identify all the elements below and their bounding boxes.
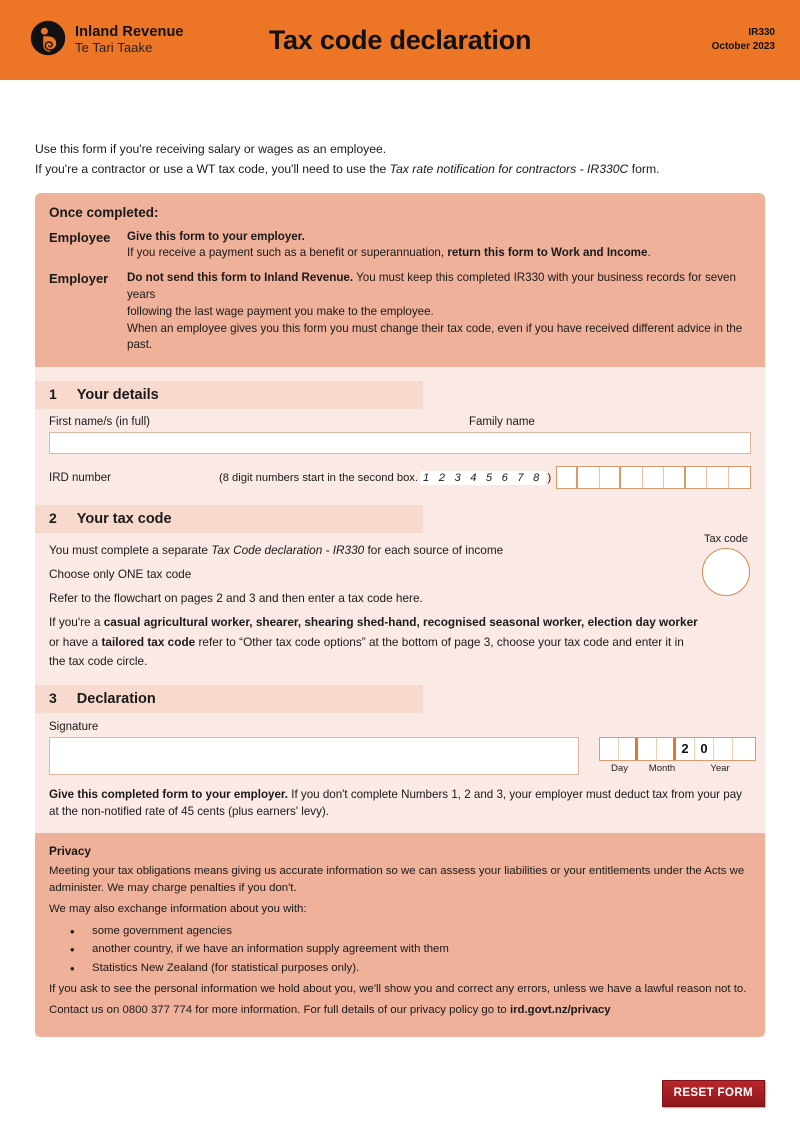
tax-code-line-1-form: Tax Code declaration - IR330 bbox=[211, 543, 365, 558]
form-date: October 2023 bbox=[711, 41, 775, 52]
employer-line-1-bold: Do not send this form to Inland Revenue. bbox=[127, 271, 354, 285]
tax-code-worker-types: casual agricultural worker, shearer, shearing shed-hand, recognised seasonal worker, election day worker bbox=[103, 615, 698, 630]
list-item: • some government agencies bbox=[70, 922, 751, 940]
employer-instructions bbox=[127, 270, 751, 354]
intro-line-1: Use this form if you're receiving salary or wages as an employee. bbox=[35, 142, 387, 156]
tax-code-line-2: Choose only ONE tax code bbox=[49, 567, 192, 582]
page-title: Tax code declaration bbox=[268, 24, 532, 55]
page-header bbox=[0, 0, 800, 80]
date-day-label: Day bbox=[611, 762, 628, 774]
once-completed-title: Once completed: bbox=[49, 204, 159, 220]
date-day-cell[interactable] bbox=[600, 738, 619, 760]
name-field-labels bbox=[49, 409, 751, 432]
date-boxes[interactable] bbox=[599, 737, 756, 761]
ird-number-boxes[interactable] bbox=[556, 466, 752, 489]
org-name-mi: Te Tari Taake bbox=[75, 39, 153, 55]
date-entry bbox=[599, 737, 756, 774]
intro-line-2-form-name: Tax rate notification for contractors - IR330C bbox=[389, 161, 629, 176]
section-3-header bbox=[35, 685, 423, 713]
employee-line-2-pre: If you receive a payment such as a benefit or superannuation, bbox=[127, 246, 448, 260]
date-month-cell[interactable] bbox=[638, 738, 657, 760]
ird-digit-cell[interactable] bbox=[578, 467, 600, 488]
privacy-title: Privacy bbox=[49, 843, 91, 858]
employer-line-1-post: You must keep this completed IR330 with your business records for seven years bbox=[127, 271, 736, 301]
ird-digit-cell[interactable] bbox=[621, 467, 643, 488]
date-year-cell: 2 bbox=[676, 738, 695, 760]
signature-date-row bbox=[49, 737, 751, 775]
list-item: • Statistics New Zealand (for statistical purposes only). bbox=[70, 959, 751, 977]
signature-input[interactable] bbox=[49, 737, 579, 775]
ird-number-hint bbox=[219, 471, 551, 485]
privacy-paragraph-3: If you ask to see the personal information we hold about you, we'll show you and correct any errors, unless we have a lawful reason not to. bbox=[49, 983, 747, 996]
privacy-bullet-list bbox=[49, 922, 751, 977]
employer-line-3: When an employee gives you this form you must change their tax code, even if you have received different advice in the past. bbox=[127, 321, 743, 352]
privacy-paragraph-2: We may also exchange information about you with: bbox=[49, 902, 307, 915]
form-body bbox=[35, 193, 765, 1037]
form-code: IR330 bbox=[748, 26, 775, 38]
tax-code-line-3: Refer to the flowchart on pages 2 and 3 and then enter a tax code here. bbox=[49, 591, 423, 606]
date-year-cell[interactable] bbox=[733, 738, 752, 760]
tax-code-line-1-pre: You must complete a separate bbox=[49, 543, 212, 558]
tax-code-line-4 bbox=[49, 613, 699, 670]
list-item: • another country, if we have an information supply agreement with them bbox=[70, 940, 751, 958]
employer-role-label: Employer bbox=[49, 271, 109, 287]
tax-code-line-4-post: refer to “Other tax code options” at the bottom of page 3, choose your tax code and enter it in the tax code circle. bbox=[49, 634, 684, 668]
tax-code-entry bbox=[687, 533, 765, 596]
date-year-label: Year bbox=[710, 762, 730, 774]
ird-hint-post: ) bbox=[547, 471, 552, 484]
date-month-cell[interactable] bbox=[657, 738, 676, 760]
tax-code-line-1-post: for each source of income bbox=[364, 543, 504, 558]
employee-instructions bbox=[127, 229, 751, 263]
ird-number-row bbox=[49, 466, 751, 491]
section-1-header bbox=[35, 381, 423, 409]
ird-example-digits: 1 2 3 4 5 6 7 8 bbox=[420, 471, 546, 485]
give-form-note-bold: Give this completed form to your employer. bbox=[49, 787, 289, 801]
once-completed-panel bbox=[35, 193, 765, 368]
section-1-title: Your details bbox=[76, 387, 159, 404]
ird-digit-cell[interactable] bbox=[557, 467, 579, 488]
ird-digit-cell[interactable] bbox=[729, 467, 751, 488]
employee-line-2-bold: return this form to Work and Income bbox=[447, 246, 648, 260]
org-name-en: Inland Revenue bbox=[75, 24, 184, 41]
privacy-panel bbox=[35, 833, 765, 1037]
ird-digit-cell[interactable] bbox=[643, 467, 665, 488]
privacy-policy-link[interactable]: ird.govt.nz/privacy bbox=[509, 1004, 611, 1017]
section-2-title: Your tax code bbox=[76, 511, 172, 528]
ird-digit-cell[interactable] bbox=[686, 467, 708, 488]
section-3-number: 3 bbox=[49, 689, 57, 706]
privacy-contact-pre: Contact us on 0800 377 774 for more information. For full details of our privacy policy go to bbox=[49, 1004, 510, 1017]
tailored-tax-code-term: tailored tax code bbox=[101, 634, 196, 649]
date-year-cell[interactable] bbox=[714, 738, 733, 760]
form-meta bbox=[712, 26, 775, 55]
date-labels bbox=[599, 763, 756, 774]
intro-text bbox=[35, 80, 765, 180]
section-3-title: Declaration bbox=[76, 690, 156, 707]
section-2-header bbox=[35, 505, 423, 533]
employee-line-1: Give this form to your employer. bbox=[127, 229, 305, 243]
tax-code-line-4-mid: or have a bbox=[49, 634, 102, 649]
section-2-content bbox=[35, 533, 765, 671]
tax-code-line-4-pre: If you're a bbox=[49, 615, 104, 630]
intro-line-2 bbox=[35, 160, 765, 180]
privacy-paragraph-1: Meeting your tax obligations means giving us accurate information so we can assess your liabilities or your entitlements under the Acts we administer. We may charge penalties if you don't. bbox=[49, 864, 745, 894]
reset-form-button[interactable]: RESET FORM bbox=[662, 1080, 765, 1107]
employer-line-2: following the last wage payment you make to the employee. bbox=[127, 304, 434, 318]
tax-code-circle-label: Tax code bbox=[703, 533, 749, 546]
employee-role-label: Employee bbox=[49, 229, 111, 245]
name-input[interactable] bbox=[49, 432, 751, 454]
section-1-content bbox=[35, 409, 765, 491]
date-month-label: Month bbox=[648, 762, 676, 774]
tax-code-instructions bbox=[49, 533, 699, 671]
once-completed-employer-row bbox=[49, 270, 751, 354]
date-day-cell[interactable] bbox=[619, 738, 638, 760]
privacy-paragraph-4 bbox=[49, 1002, 751, 1019]
tax-code-line-1 bbox=[49, 541, 699, 560]
signature-label: Signature bbox=[49, 720, 99, 733]
ird-digit-cell[interactable] bbox=[707, 467, 729, 488]
intro-line-2-pre: If you're a contractor or use a WT tax code, you'll need to use the bbox=[35, 161, 390, 176]
ird-digit-cell[interactable] bbox=[664, 467, 686, 488]
ird-digit-cell[interactable] bbox=[600, 467, 622, 488]
give-form-note-rest: If you don't complete Numbers 1, 2 and 3, your employer must deduct tax from your pay at the non-notified rate of 45 cents (plus earners' levy). bbox=[49, 787, 742, 819]
ird-hint-pre: (8 digit numbers start in the second box. bbox=[219, 471, 418, 484]
once-completed-employee-row bbox=[49, 229, 751, 263]
ird-number-label: IRD number bbox=[49, 471, 111, 484]
section-3-content bbox=[35, 713, 765, 833]
family-name-label: Family name bbox=[469, 416, 535, 429]
intro-line-2-post: form. bbox=[628, 161, 660, 176]
first-name-label: First name/s (in full) bbox=[49, 416, 150, 429]
tax-code-circle-input[interactable] bbox=[702, 548, 750, 596]
section-2-number: 2 bbox=[49, 510, 57, 527]
employee-line-2-post: . bbox=[647, 246, 651, 260]
give-form-note bbox=[49, 775, 751, 833]
date-year-cell: 0 bbox=[695, 738, 714, 760]
section-1-number: 1 bbox=[49, 386, 57, 403]
